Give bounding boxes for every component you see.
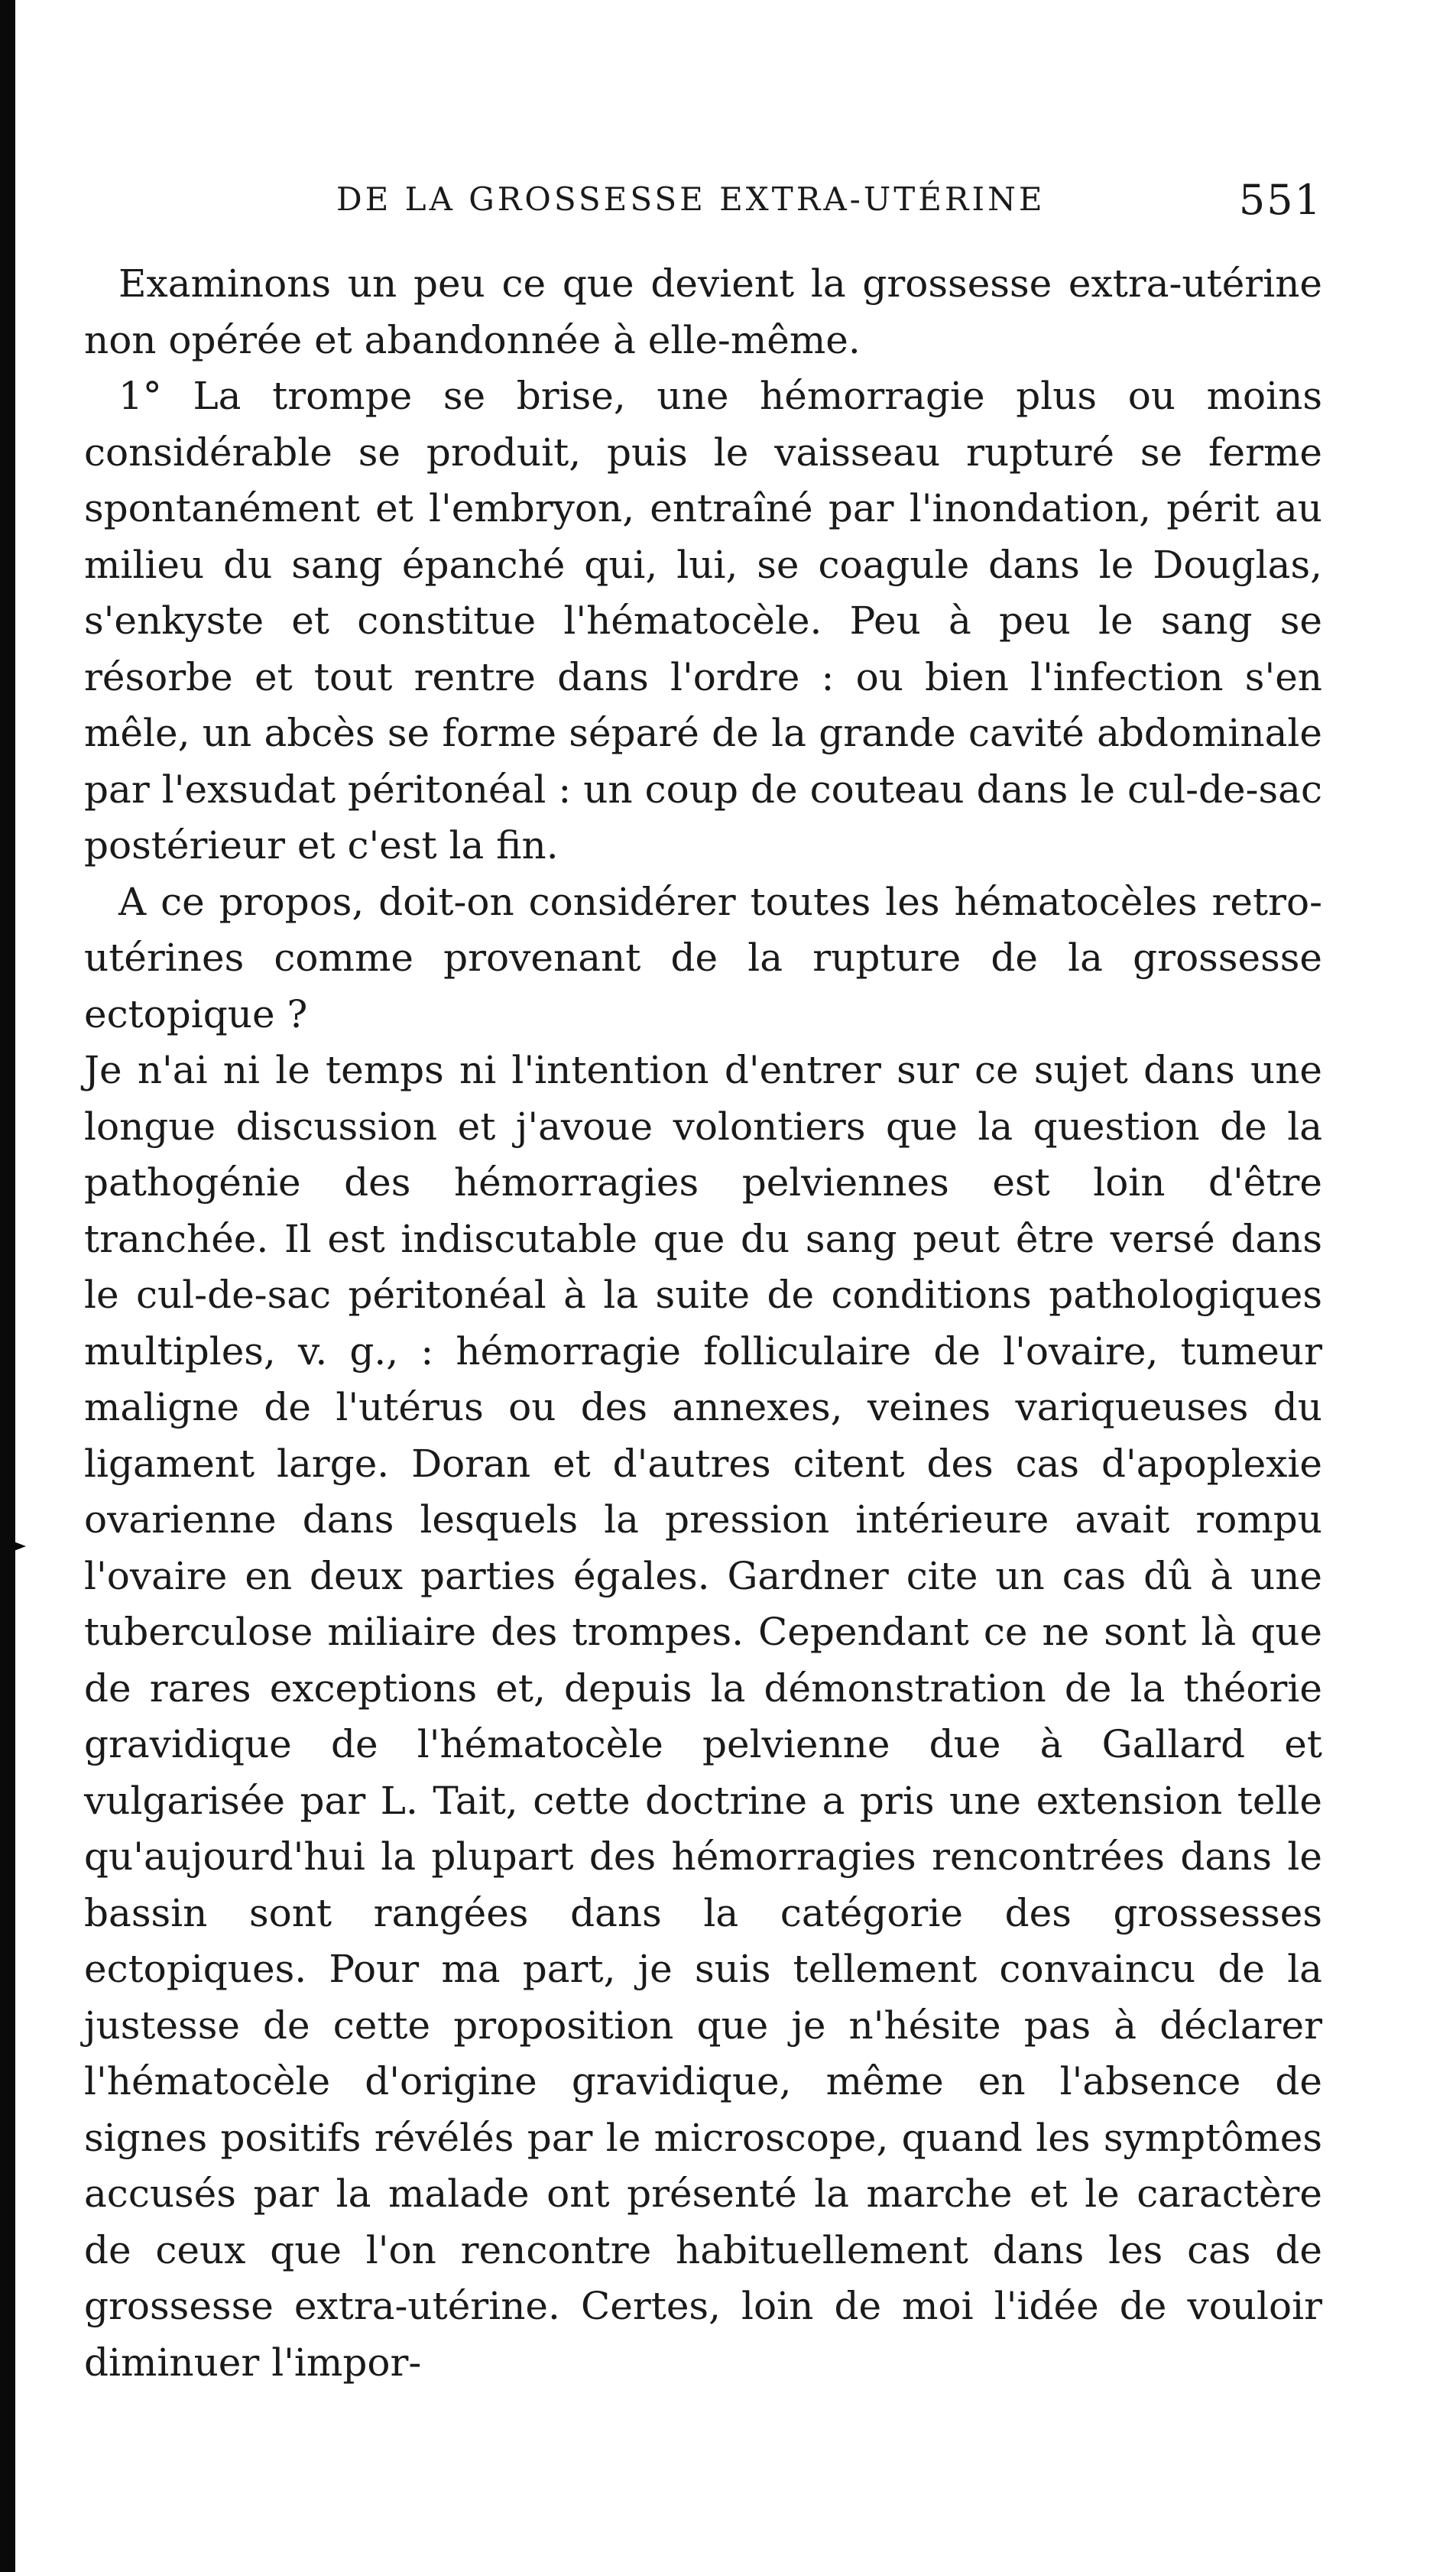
paragraph: A ce propos, doit-on considérer toutes les hématocèles retro-utérines comme provenant de la rupture de la grossesse ectopique ? [84,879,1322,1036]
page-number: 551 [1238,176,1322,224]
running-head [84,176,1322,229]
paragraph: 1° La trompe se brise, une hémorragie plus ou moins considérable se produit, puis le vaisseau rupturé se ferme spontanément et l'embryon, entraîné par l'inondation, périt au milieu du sang épanché qui, lui, se coagule dans le Douglas, s'enkyste et constitue l'hématocèle. Peu à peu le sang se résorbe et tout rentre dans l'ordre : ou bien l'infection s'en mêle, un abcès se forme séparé de la grande cavité abdominale par l'exsudat péritonéal : un coup de couteau dans le cul-de-sac postérieur et c'est la fin. [84,374,1322,868]
paragraph: Je n'ai ni le temps ni l'intention d'entrer sur ce sujet dans une longue discussion et j'avoue volontiers que la question de la pathogénie des hémorragies pelviennes est loin d'être tranchée. Il est indiscutable que du sang peut être versé dans le cul-de-sac péritonéal à la suite de conditions pathologiques multiples, v. g., : hémorragie folliculaire de l'ovaire, tumeur maligne de l'utérus ou des annexes, veines variqueuses du ligament large. Doran et d'autres citent des cas d'apoplexie ovarienne dans lesquels la pression intérieure avait rompu l'ovaire en deux parties égales. Gardner cite un cas dû à une tuberculose miliaire des trompes. Cependant ce ne sont là que de rares exceptions et, depuis la démonstration de la théorie gravidique de l'hématocèle pelvienne due à Gallard et vulgarisée par L. Tait, cette doctrine a pris une extension telle qu'aujourd'hui la plupart des hémorragies rencontrées dans le bassin sont rangées dans la catégorie des grossesses ectopiques. Pour ma part, je suis tellement convaincu de la justesse de cette proposition que je n'hésite pas à déclarer l'hématocèle d'origine gravidique, même en l'absence de signes positifs révélés par le microscope, quand les symptômes accusés par la malade ont présenté la marche et le caractère de ceux que l'on rencontre habituellement dans les cas de grossesse extra-utérine. Certes, loin de moi l'idée de vouloir diminuer l'impor- [84,1048,1322,2385]
body-text [84,256,1322,2391]
scan-edge-shadow [0,0,15,2572]
paragraph: Examinons un peu ce que devient la grossesse extra-utérine non opérée et abandonnée à elle-même. [84,261,1322,362]
running-head-title: DE LA GROSSESSE EXTRA-UTÉRINE [336,180,1046,218]
